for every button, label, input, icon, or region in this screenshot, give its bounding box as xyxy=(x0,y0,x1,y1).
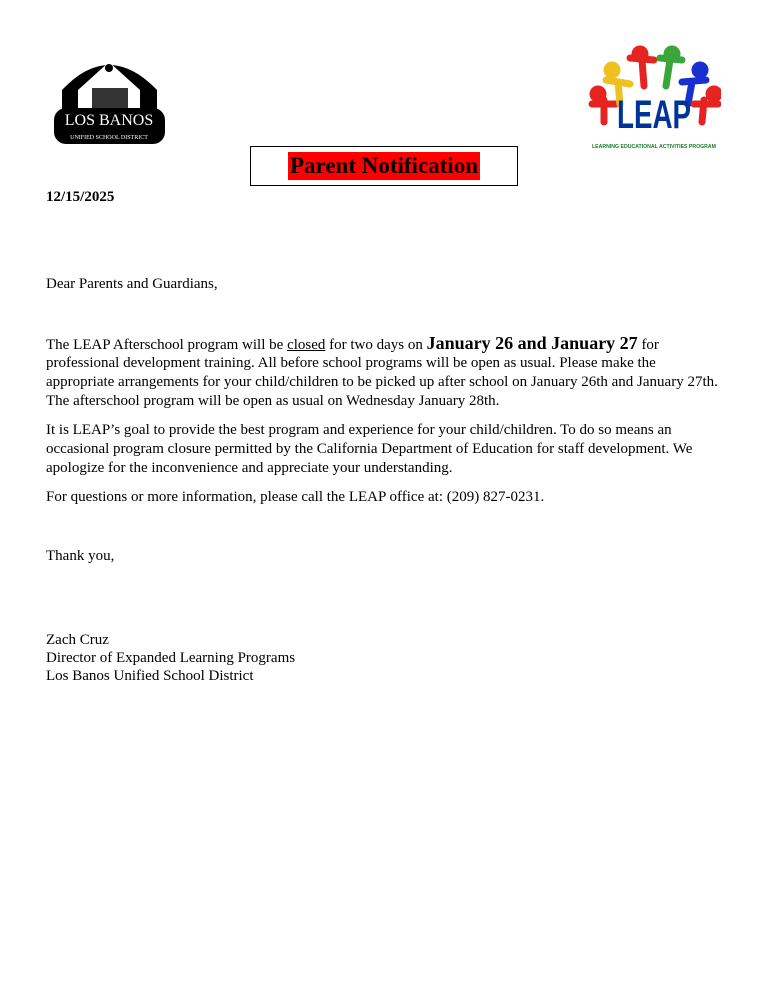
paragraph2-line3: apologize for the inconvenience and appreciate your understanding. xyxy=(46,460,453,476)
letter-date: 12/15/2025 xyxy=(46,189,115,205)
svg-text:LOS BANOS: LOS BANOS xyxy=(64,112,154,129)
signature-name: Zach Cruz xyxy=(46,632,109,648)
page-title: Parent Notification xyxy=(289,153,478,178)
signature-title: Director of Expanded Learning Programs xyxy=(46,650,296,666)
greeting: Dear Parents and Guardians, xyxy=(46,276,218,292)
contact-paragraph: For questions or more information, please call the LEAP office at: (209) 827-0231. xyxy=(46,489,545,505)
svg-text:LEAP: LEAP xyxy=(617,93,691,137)
closure-dates: January 26 and January 27 xyxy=(426,333,638,353)
title-box xyxy=(250,146,518,186)
svg-text:LEARNING EDUCATIONAL ACTIVITIE: LEARNING EDUCATIONAL ACTIVITIES PROGRAM xyxy=(592,144,717,150)
leap-program-logo xyxy=(586,42,721,152)
paragraph2-line1: It is LEAP’s goal to provide the best program and experience for your child/children. To do so means an xyxy=(46,422,672,438)
los-banos-district-logo xyxy=(52,52,167,146)
paragraph1-line4: The afterschool program will be open as usual on Wednesday January 28th. xyxy=(46,393,500,409)
closed-underlined: closed xyxy=(287,337,326,353)
svg-text:UNIFIED SCHOOL DISTRICT: UNIFIED SCHOOL DISTRICT xyxy=(70,135,148,141)
paragraph1-line2: professional development training. All before school programs will be open as usual. Please make the xyxy=(46,355,656,371)
closing: Thank you, xyxy=(46,548,115,564)
paragraph1-line1 xyxy=(46,332,659,356)
paragraph2-line2: occasional program closure permitted by the California Department of Education for staff development. We xyxy=(46,441,693,457)
text: The LEAP Afterschool program will be xyxy=(46,337,288,353)
text: for two days on xyxy=(325,337,427,353)
text: for xyxy=(637,337,659,353)
paragraph1-line3: appropriate arrangements for your child/children to be picked up after school on January 26th and January 27th. xyxy=(46,374,718,390)
signature-organization: Los Banos Unified School District xyxy=(46,668,254,684)
